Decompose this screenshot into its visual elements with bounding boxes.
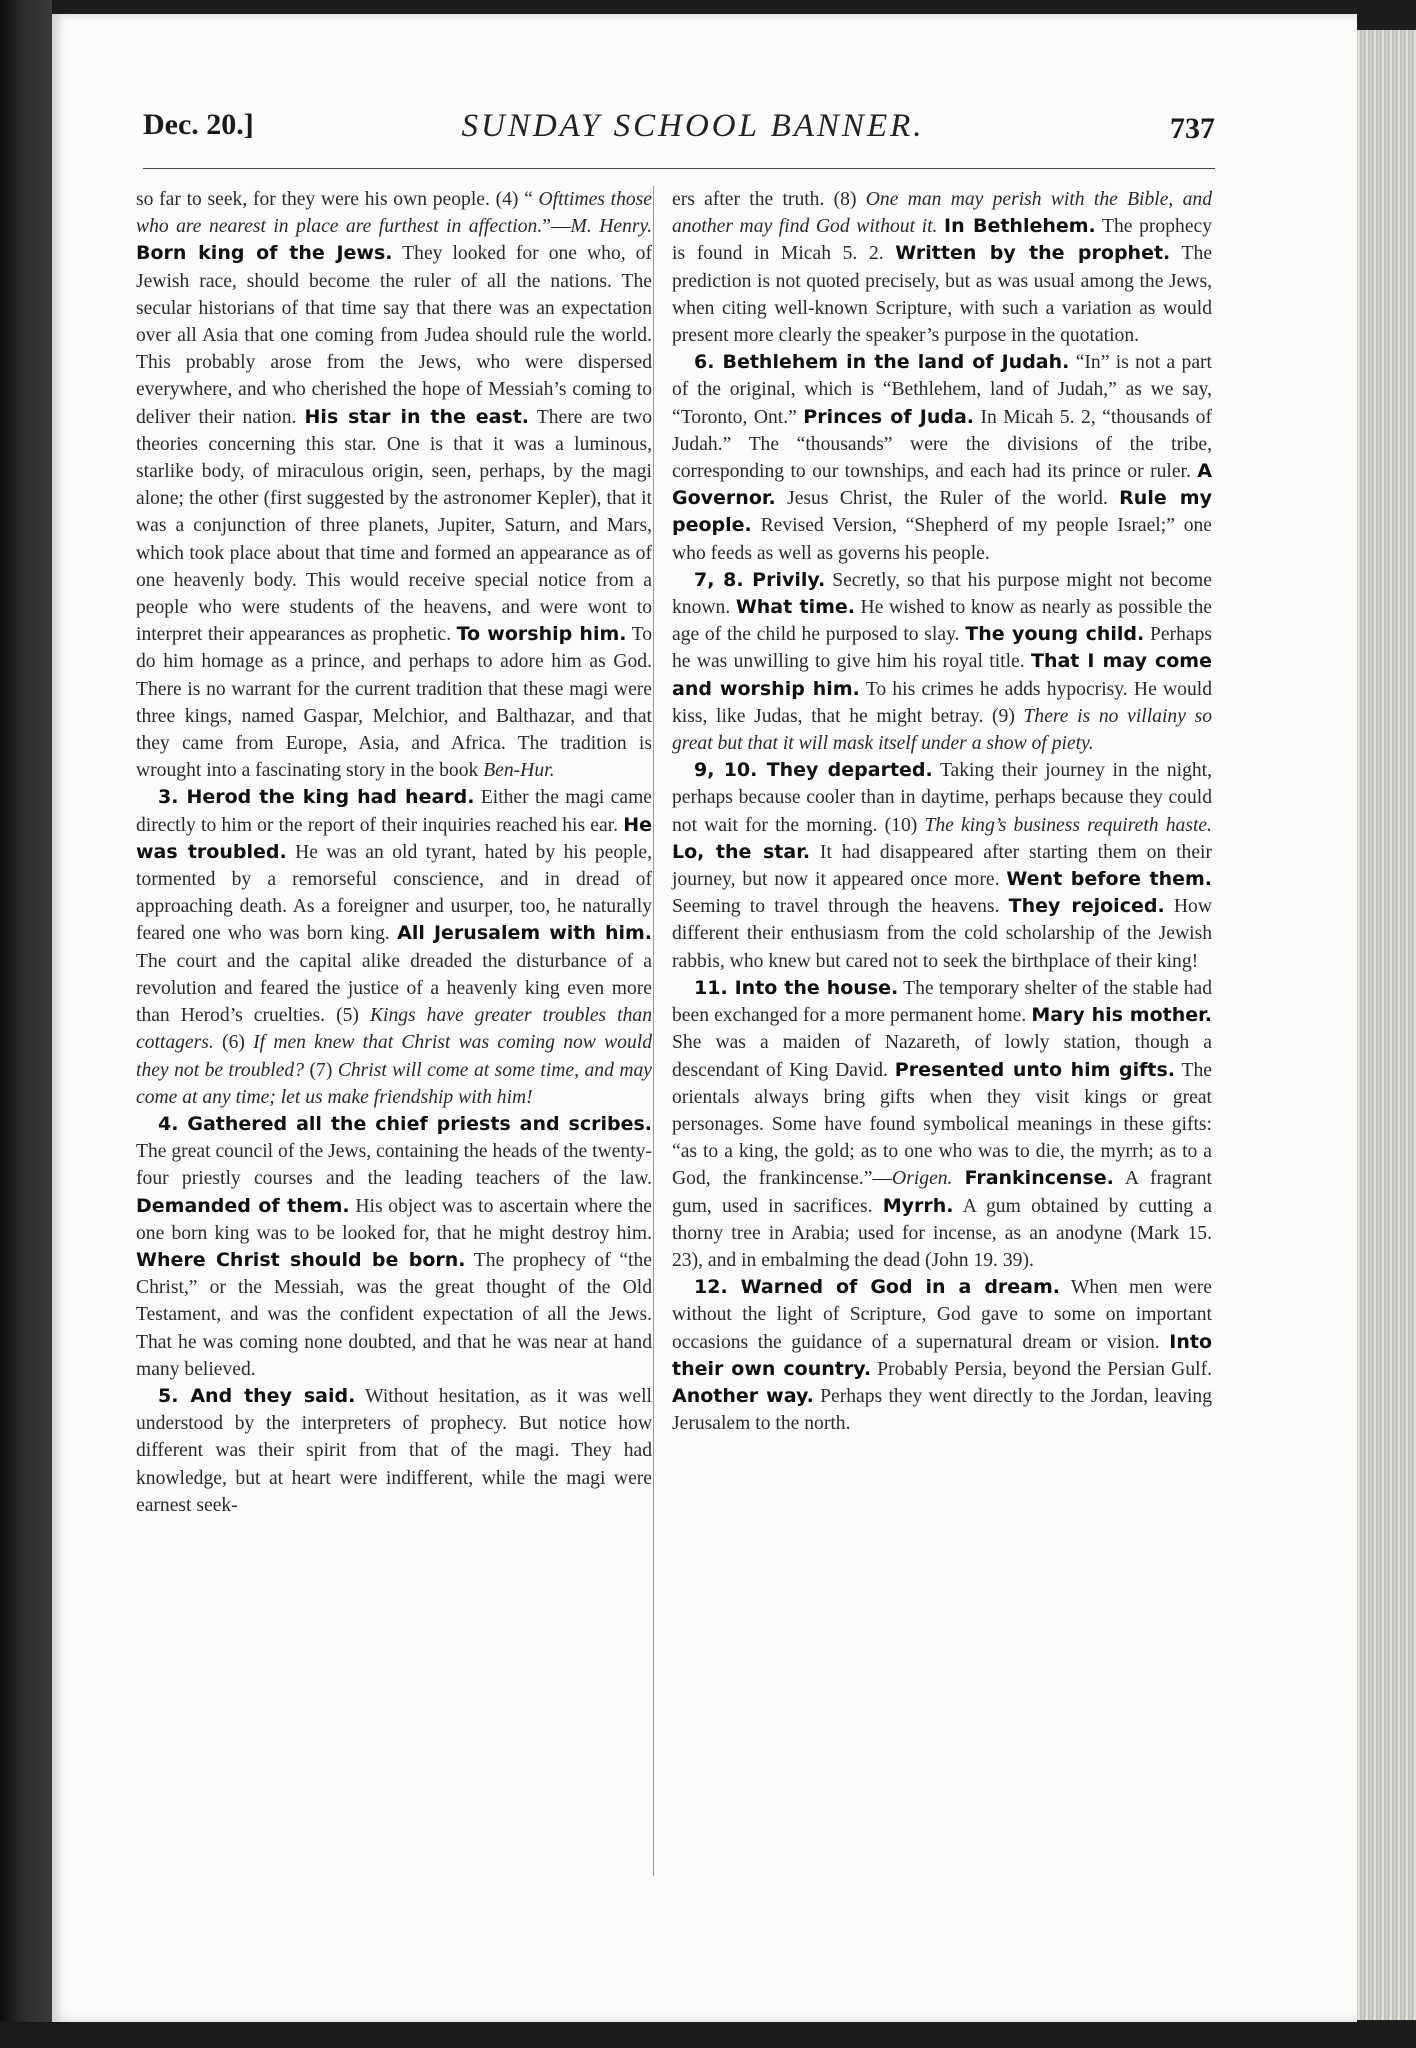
body-text: She was a maiden of Nazareth, of lowly station, though a descendant of King David.: [672, 1032, 1212, 1081]
italic-text: Christ will come at some time, and may come at any time; let us make friendship with him!: [136, 1059, 652, 1108]
header-title: SUNDAY SCHOOL BANNER.: [461, 108, 925, 144]
bold-heading: 7, 8. Privily.: [694, 568, 826, 591]
body-text: “In” is not a part of the original, which is “Bethlehem, land of Judah,” as we say, “Toronto, Ont.”: [672, 352, 1212, 428]
bold-heading: Where Christ should be born.: [136, 1248, 466, 1271]
bold-heading: 9, 10. They departed.: [694, 759, 933, 782]
body-text: Jesus Christ, the Ruler of the world.: [775, 488, 1120, 510]
italic-text: Origen.: [892, 1168, 953, 1190]
body-text: His object was to ascertain where the one born king was to be looked for, that he might destroy him.: [136, 1195, 652, 1244]
paragraph: [672, 1274, 1212, 1437]
page-number: 737: [1170, 112, 1215, 145]
bold-heading: 6. Bethlehem in the land of Judah.: [694, 351, 1070, 374]
body-text: They looked for one who, of Jewish race, should become the ruler of all the nations. The secular historians of that time say that there was an expectation over all Asia that one coming from Judea should rule the world. This probably arose from the Jews, who were dispersed everywhere, and who cherished the hope of Messiah’s coming to deliver their nation.: [136, 243, 652, 428]
body-text: A gum obtained by cutting a thorny tree in Arabia; used for incense, as an anodyne (Mark 15. 23), and in embalming the dead (John 19. 39).: [672, 1195, 1213, 1271]
scan-border-bottom: [0, 2022, 1416, 2048]
paragraph: [136, 1111, 652, 1383]
body-text: Revised Version, “Shepherd of my people Israel;” one who feeds as well as governs his people.: [672, 515, 1212, 564]
body-text: ers after the truth. (8): [672, 189, 866, 210]
italic-text: Kings have greater troubles than cottagers.: [136, 1005, 652, 1054]
body-text: To do him homage as a prince, and perhaps to adore him as God. There is no warrant for the current tradition that these magi were three kings, named Gaspar, Melchior, and Balthazar, and that they came from Europe, Asia, and Africa. The tradition is wrought into a fascinating story in the book: [136, 624, 652, 782]
paragraph: [672, 349, 1212, 567]
paragraph: [672, 757, 1212, 975]
body-text: In Micah 5. 2, “thousands of Judah.” The “thousands” were the divisions of the tribe, corresponding to our townships, and each had its prince or ruler.: [672, 406, 1212, 483]
paragraph: [136, 186, 652, 784]
running-header: [143, 108, 1215, 169]
body-text: Probably Persia, beyond the Persian Gulf.: [871, 1358, 1212, 1380]
bold-heading: Went before them.: [1006, 868, 1212, 891]
body-text: (7): [304, 1059, 338, 1081]
italic-text: M. Henry.: [570, 216, 652, 238]
bold-heading: In Bethlehem.: [944, 215, 1096, 238]
bold-heading: 3. Herod the king had heard.: [158, 786, 475, 809]
header-date: Dec. 20.]: [143, 108, 254, 141]
body-text: To his crimes he adds hypocrisy. He would kiss, like Judas, that he might betray. (9): [672, 678, 1212, 727]
book-page-edges: [1357, 30, 1416, 2020]
italic-text: Ofttimes those who are nearest in place are furthest in affection.: [136, 189, 652, 238]
body-text: The orientals always bring gifts when they visit kings or great personages. Some have found symbolical meanings in these gifts: “as to a king, the gold; as to one who was to die, the myrrh; as to a God, the frankincense.”—: [672, 1059, 1212, 1190]
italic-text: The king’s business requireth haste.: [924, 814, 1212, 836]
body-text: The court and the capital alike dreaded the disturbance of a revolution and feared the justice of a heavenly king even more than Herod’s cruelties. (5): [136, 950, 652, 1027]
body-text: Taking their journey in the night, perhaps because cooler than in daytime, perhaps because they could not wait for the morning. (10): [672, 760, 1212, 836]
bold-heading: To worship him.: [456, 623, 627, 646]
text-column-right: [672, 186, 1212, 1437]
body-text: (6): [213, 1032, 254, 1054]
bold-heading: He was troubled.: [136, 813, 652, 863]
bold-heading: Born king of the Jews.: [136, 242, 393, 265]
italic-text: If men knew that Christ was coming now would they not be troubled?: [136, 1032, 652, 1081]
paragraph: [672, 975, 1212, 1274]
body-text: so far to seek, for they were his own people. (4) “: [136, 189, 539, 210]
body-text: ”—: [542, 216, 571, 238]
bold-heading: Demanded of them.: [136, 1194, 350, 1217]
bold-heading: 12. Warned of God in a dream.: [694, 1276, 1061, 1299]
bold-heading: All Jerusalem with him.: [397, 922, 652, 945]
body-text: The prophecy is found in Micah 5. 2.: [672, 216, 1213, 265]
text-column-left: [136, 186, 652, 1519]
bold-heading: Princes of Juda.: [803, 405, 975, 428]
body-text: The great council of the Jews, containing the heads of the twenty-four priestly courses and the leading teachers of the law.: [136, 1141, 652, 1190]
bold-heading: Written by the prophet.: [895, 242, 1171, 265]
bold-heading: His star in the east.: [304, 405, 530, 428]
body-text: Perhaps they went directly to the Jordan, leaving Jerusalem to the north.: [672, 1385, 1212, 1435]
bold-heading: 11. Into the house.: [694, 976, 899, 999]
body-text: Either the magi came directly to him or the report of their inquiries reached his ear.: [136, 787, 653, 836]
body-text: Seeming to travel through the heavens.: [672, 896, 1009, 918]
bold-heading: Myrrh.: [882, 1194, 954, 1217]
body-text: How different their enthusiasm from the cold scholarship of the Jewish rabbis, who knew but cared not to seek the birthplace of their king!: [672, 896, 1212, 972]
bold-heading: The young child.: [965, 623, 1145, 646]
body-text: Secretly, so that his purpose might not become known.: [672, 569, 1212, 619]
paragraph: [136, 784, 652, 1110]
body-text: There are two theories concerning this star. One is that it was a luminous, starlike body, of miraculous origin, seen, perhaps, by the magi alone; the other (first suggested by the astronomer Kepler), that it was a conjunction of three planets, Jupiter, Saturn, and Mars, which took place about that time and formed an appearance as of one heavenly body. This would receive special notice from a people who were students of the heavens, and were wont to interpret their appearances as prophetic.: [136, 406, 652, 646]
paragraph: [672, 567, 1212, 757]
bold-heading: Frankincense.: [964, 1167, 1114, 1190]
body-text: He wished to know as nearly as possible the age of the child he purposed to slay.: [672, 597, 1212, 646]
body-text: Without hesitation, as it was well understood by the interpreters of prophecy. But notice how different was their spirit from that of the magi. They had knowledge, but at heart were indifferent, while the magi were earnest seek-: [136, 1385, 652, 1516]
italic-text: There is no villainy so great but that it will mask itself under a show of piety.: [672, 705, 1212, 755]
bold-heading: Mary his mother.: [1031, 1004, 1213, 1027]
bold-heading: They rejoiced.: [1008, 895, 1165, 918]
scan-border-left: [0, 0, 52, 2048]
body-text: It had disappeared after starting them on their journey, but now it appeared once more.: [672, 841, 1212, 891]
column-divider: [653, 186, 654, 1876]
bold-heading: Another way.: [672, 1384, 814, 1407]
italic-text: One man may perish with the Bible, and another may find God without it.: [672, 189, 1212, 238]
bold-heading: That I may come and worship him.: [672, 650, 1212, 700]
bold-heading: 4. Gathered all the chief priests and scribes.: [158, 1112, 652, 1135]
body-text: The prediction is not quoted precisely, but as was usual among the Jews, when citing well-known Scripture, with such a variation as would present more clearly the speaker’s purpose in the quotation.: [672, 243, 1213, 347]
bold-heading: 5. And they said.: [158, 1384, 356, 1407]
bold-heading: Lo, the star.: [672, 840, 811, 863]
bold-heading: What time.: [735, 596, 855, 619]
italic-text: Ben-Hur.: [483, 760, 555, 782]
body-text: A fragrant gum, used in sacrifices.: [672, 1168, 1212, 1217]
body-text: He was an old tyrant, hated by his people, tormented by a remorseful conscience, and in dread of approaching death. As a foreigner and usurper, too, he naturally feared one who was born king.: [136, 841, 652, 945]
paragraph: [136, 1383, 652, 1519]
body-text: The prophecy of “the Christ,” or the Messiah, was the great thought of the Old Testament, and was the confident expectation of all the Jews. That he was coming none doubted, and that he was near at hand many believed.: [136, 1249, 652, 1380]
bold-heading: Presented unto him gifts.: [894, 1058, 1176, 1081]
bold-heading: A Governor.: [672, 460, 1212, 510]
body-text: The temporary shelter of the stable had been exchanged for a more permanent home.: [672, 977, 1213, 1027]
bold-heading: Into their own country.: [672, 1330, 1212, 1380]
paragraph: [672, 186, 1212, 349]
bold-heading: Rule my people.: [672, 487, 1212, 537]
body-text: Perhaps he was unwilling to give him his royal title.: [672, 624, 1212, 673]
body-text: When men were without the light of Scripture, God gave to some on important occasions the guidance of a supernatural dream or vision.: [672, 1277, 1212, 1353]
body-text: [952, 1168, 964, 1189]
